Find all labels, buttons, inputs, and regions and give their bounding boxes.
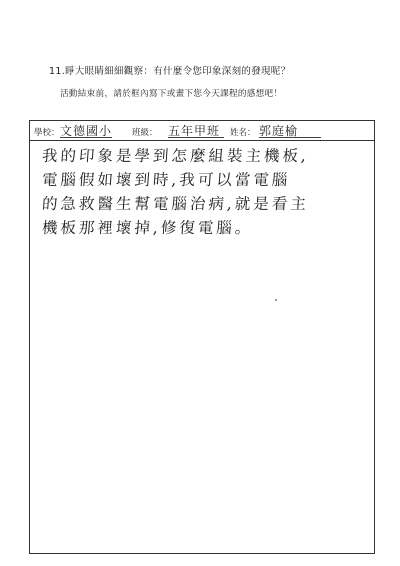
instruction-text: 活動結束前，請於框內寫下或畫下您今天課程的感想吧！ [60,89,283,99]
student-info-row [30,121,374,141]
class-underline [168,137,224,138]
school-underline [60,137,112,138]
name-value: 郭庭榆 [259,124,299,138]
school-label: 學校： [34,128,60,138]
class-label: 班級： [132,128,158,138]
handwriting-line-2: 電腦假如壞到時,我可以當電腦 [41,171,291,189]
name-underline [259,137,321,138]
handwriting-line-1: 我的印象是學到怎麼組裝主機板, [41,147,310,165]
question-text: 11.睜大眼睛細細觀察：有什麼令您印象深刻的發現呢？ [49,66,291,77]
answer-box [29,120,375,554]
school-value: 文德國小 [60,124,113,138]
handwriting-line-3: 的急救醫生幫電腦治病,就是看主 [41,195,310,213]
class-value: 五年甲班 [168,124,221,138]
scan-speck [275,299,277,301]
name-label: 姓名： [230,128,256,138]
handwriting-line-4: 機板那裡壞掉,修復電腦。 [41,219,254,237]
